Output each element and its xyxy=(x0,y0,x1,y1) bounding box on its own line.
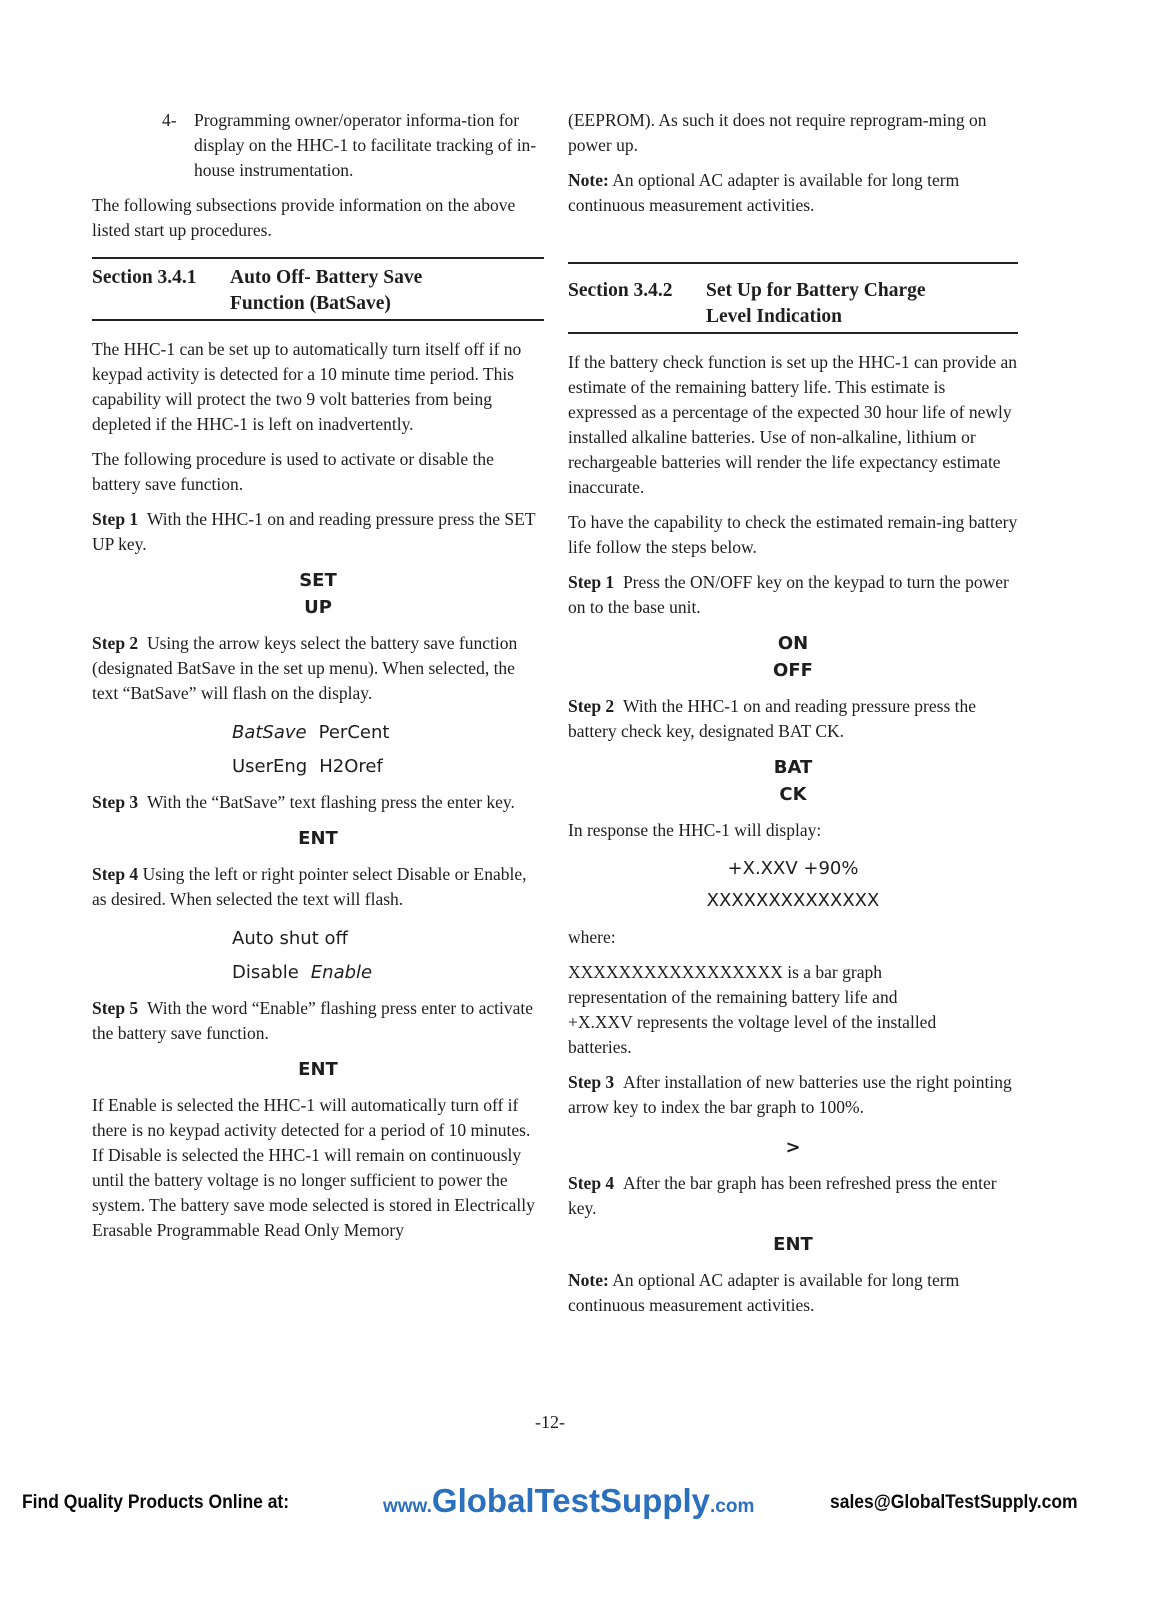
right-arrow-key xyxy=(568,1134,1018,1161)
key-label: OFF xyxy=(773,660,813,681)
section-heading xyxy=(568,264,1018,332)
auto-shut-label: Auto shut off xyxy=(232,928,348,949)
paragraph: To have the capability to check the estimated remain-ing battery life follow the steps below. xyxy=(568,512,1018,557)
section-title-line-2: Function (BatSave) xyxy=(230,293,391,314)
note-label: Note: xyxy=(568,170,609,190)
section-title-line-2: Level Indication xyxy=(706,306,842,327)
step-label: Step 1 xyxy=(568,572,615,592)
paragraph: If Enable is selected the HHC-1 will automatically turn off if there is no keypad activity detected for a period of 10 minutes. If Disable is selected the HHC-1 will remain on continuously until the battery voltage is no longer sufficient to power the system. The battery save mode selected is stored in Electrically Erasable Programmable Read Only Memory xyxy=(92,1095,535,1240)
key-label: SET xyxy=(299,570,337,591)
section-heading xyxy=(92,259,544,319)
paragraph: where: xyxy=(568,927,616,947)
step-label: Step 3 xyxy=(92,792,139,812)
step xyxy=(568,1070,1018,1120)
section-title-line-1: Set Up for Battery Charge xyxy=(706,280,926,301)
step-label: Step 1 xyxy=(92,509,139,529)
paragraph: (EEPROM). As such it does not require reprogram-ming on power up. xyxy=(568,110,987,155)
step-text: With the HHC-1 on and reading pressure press the battery check key, designated BAT CK. xyxy=(568,696,977,741)
battery-display xyxy=(568,853,1018,917)
step-text: Press the ON/OFF key on the keypad to turn the power on to the base unit. xyxy=(568,572,1009,617)
key-label: CK xyxy=(779,784,807,805)
footer-www: www. xyxy=(383,1496,432,1517)
list-text: Programming owner/operator informa-tion for display on the HHC-1 to facilitate tracking of in-house instrumentation. xyxy=(194,110,537,180)
section-title xyxy=(706,278,926,330)
note-label: Note: xyxy=(568,1270,609,1290)
setup-key xyxy=(92,567,544,621)
step-label: Step 2 xyxy=(568,696,615,716)
step-text: With the HHC-1 on and reading pressure press the SET UP key. xyxy=(92,509,536,554)
battery-check-key xyxy=(568,754,1018,808)
step-text: After installation of new batteries use the right pointing arrow key to index the bar graph to 100%. xyxy=(568,1072,1012,1117)
left-column xyxy=(92,108,544,1253)
section-rule-bottom xyxy=(568,332,1018,334)
page-number: -12- xyxy=(535,1412,565,1432)
footer-email-link[interactable]: sales@GlobalTestSupply.com xyxy=(830,1492,1078,1513)
setup-menu-display xyxy=(92,716,544,784)
section-title-line-1: Auto Off- Battery Save xyxy=(230,267,423,288)
section-rule-bottom xyxy=(92,319,544,321)
step xyxy=(92,862,544,912)
voltage-readout: +X.XXV +90% xyxy=(727,858,859,879)
key-label: ENT xyxy=(773,1234,813,1255)
disable-option: Disable xyxy=(232,962,299,983)
list-number: 4- xyxy=(162,110,177,130)
menu-item-percent: PerCent xyxy=(318,722,390,743)
step-label: Step 4 xyxy=(568,1173,615,1193)
note xyxy=(568,168,1018,218)
section-number: Section 3.4.2 xyxy=(568,280,673,301)
step-text: Using the arrow keys select the battery save function (designated BatSave in the set up menu). When selected, the text “BatSave” will flash on the display. xyxy=(92,633,518,703)
paragraph: The HHC-1 can be set up to automatically turn itself off if no keypad activity is detected for a 10 minute time period. This capability will protect the two 9 volt batteries from being depleted if the HHC-1 is left on inadvertently. xyxy=(92,339,522,434)
enable-option: Enable xyxy=(310,962,373,983)
enter-key xyxy=(92,1056,544,1083)
note xyxy=(568,1268,1018,1318)
menu-item-usereng: UserEng xyxy=(232,756,308,777)
footer-com: .com xyxy=(710,1496,755,1517)
paragraph: The following procedure is used to activate or disable the battery save function. xyxy=(92,449,494,494)
key-label: BAT xyxy=(773,757,813,778)
bar-graph-readout: XXXXXXXXXXXXXX xyxy=(706,890,880,911)
section-number: Section 3.4.1 xyxy=(92,267,197,288)
paragraph: In response the HHC-1 will display: xyxy=(568,820,822,840)
footer-brand: GlobalTestSupply xyxy=(431,1482,711,1519)
key-label: > xyxy=(785,1137,801,1158)
step xyxy=(92,507,544,557)
step-text: Using the left or right pointer select Disable or Enable, as desired. When selected the text will flash. xyxy=(92,864,527,909)
key-label: ON xyxy=(777,633,809,654)
right-column xyxy=(568,108,1018,1328)
step xyxy=(568,570,1018,620)
menu-item-h2oref: H2Oref xyxy=(319,756,383,777)
note-text: An optional AC adapter is available for long term continuous measurement activities. xyxy=(568,1270,960,1315)
step-label: Step 5 xyxy=(92,998,139,1018)
footer xyxy=(0,1482,1167,1522)
section-title xyxy=(230,265,422,317)
key-label: UP xyxy=(304,597,332,618)
paragraph: XXXXXXXXXXXXXXXXX is a bar graph representation of the remaining battery life and +X.XXV represents the voltage level of the installed batteries. xyxy=(568,962,937,1057)
step xyxy=(568,1171,1018,1221)
step-text: With the word “Enable” flashing press enter to activate the battery save function. xyxy=(92,998,534,1043)
step-label: Step 2 xyxy=(92,633,139,653)
intro-paragraph: The following subsections provide information on the above listed start up procedures. xyxy=(92,195,516,240)
on-off-key xyxy=(568,630,1018,684)
step xyxy=(92,790,544,815)
step-text: With the “BatSave” text flashing press the enter key. xyxy=(146,792,515,812)
key-label: ENT xyxy=(298,828,338,849)
auto-shut-display xyxy=(92,922,544,990)
enter-key xyxy=(92,825,544,852)
step-label: Step 3 xyxy=(568,1072,615,1092)
key-label: ENT xyxy=(298,1059,338,1080)
footer-website-link[interactable] xyxy=(383,1482,754,1520)
paragraph: If the battery check function is set up the HHC-1 can provide an estimate of the remaining battery life. This estimate is expressed as a percentage of the expected 30 hour life of newly installed alkaline batteries. Use of non-alkaline, lithium or rechargeable batteries will render the life expectancy estimate inaccurate. xyxy=(568,352,1018,497)
list-item xyxy=(162,108,544,183)
menu-item-batsave: BatSave xyxy=(232,722,307,743)
enter-key xyxy=(568,1231,1018,1258)
footer-tagline: Find Quality Products Online at: xyxy=(22,1492,290,1513)
step-text: After the bar graph has been refreshed press the enter key. xyxy=(568,1173,997,1218)
note-text: An optional AC adapter is available for long term continuous measurement activities. xyxy=(568,170,960,215)
step-label: Step 4 xyxy=(92,864,139,884)
step xyxy=(568,694,1018,744)
step xyxy=(92,631,544,706)
step xyxy=(92,996,544,1046)
